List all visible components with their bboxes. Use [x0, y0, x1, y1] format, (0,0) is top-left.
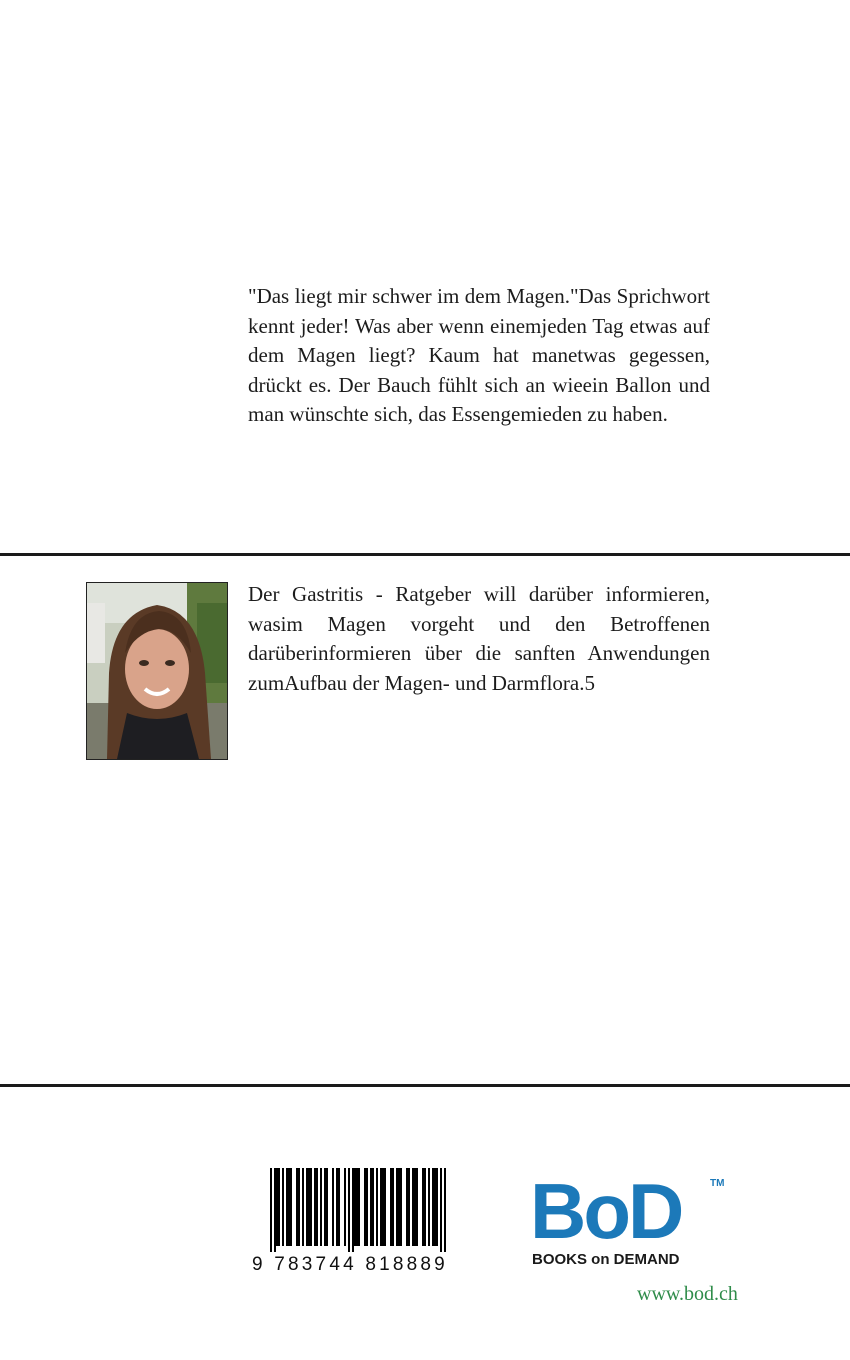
- barcode-bar: [332, 1168, 334, 1246]
- barcode-bar: [282, 1168, 284, 1246]
- top-divider: [0, 553, 850, 556]
- barcode-bar: [396, 1168, 402, 1246]
- barcode-bar: [422, 1168, 426, 1246]
- barcode-bar: [344, 1168, 346, 1246]
- barcode-bar: [412, 1168, 418, 1246]
- barcode-bar: [406, 1168, 410, 1246]
- barcode-bar: [380, 1168, 386, 1246]
- barcode-bar: [370, 1168, 374, 1246]
- barcode-bar: [354, 1168, 360, 1246]
- barcode-bar: [320, 1168, 322, 1246]
- barcode-bar: [302, 1168, 304, 1246]
- barcode-bar: [270, 1168, 272, 1252]
- barcode-bar: [444, 1168, 446, 1252]
- bottom-divider: [0, 1084, 850, 1087]
- trademark-symbol: TM: [710, 1178, 725, 1189]
- barcode-bar: [364, 1168, 368, 1246]
- bod-logo: [530, 1167, 730, 1276]
- barcode-bar: [306, 1168, 312, 1246]
- barcode-bar: [440, 1168, 442, 1252]
- barcode-bar: [432, 1168, 438, 1246]
- author-description: Der Gastritis - Ratgeber will darüber informieren, wasim Magen vorgeht und den Betroffenen darüberinformieren über die sanften Anwendungen zumAufbau der Magen- und Darmflora.5: [248, 582, 710, 695]
- barcode-bar: [276, 1168, 280, 1246]
- barcode-bar: [324, 1168, 328, 1246]
- barcode-bar: [314, 1168, 318, 1246]
- barcode-bar: [428, 1168, 430, 1246]
- barcode-bar: [274, 1168, 276, 1252]
- barcode-bar: [286, 1168, 292, 1246]
- barcode-bar: [336, 1168, 340, 1246]
- barcode-bar: [296, 1168, 300, 1246]
- barcode-bar: [348, 1168, 350, 1252]
- back-cover-blurb: "Das liegt mir schwer im dem Magen."Das Sprichwort kennt jeder! Was aber wenn einemjeden Tag etwas auf dem Magen liegt? Kaum hat manetwas gegessen, drückt es. Der Bauch fühlt sich an wieein Ballon und man wünschte sich, das Essengemieden zu haben.: [248, 284, 710, 426]
- isbn-number: 9 783744 818889: [252, 1254, 448, 1275]
- publisher-website: www.bod.ch: [637, 1283, 738, 1305]
- barcode-bar: [352, 1168, 354, 1252]
- author-photo: [86, 582, 228, 760]
- bod-tagline: BOOKS on DEMAND: [532, 1251, 680, 1268]
- barcode-bar: [390, 1168, 394, 1246]
- barcode-bar: [376, 1168, 378, 1246]
- bod-logo-mark: BoD: [530, 1167, 682, 1255]
